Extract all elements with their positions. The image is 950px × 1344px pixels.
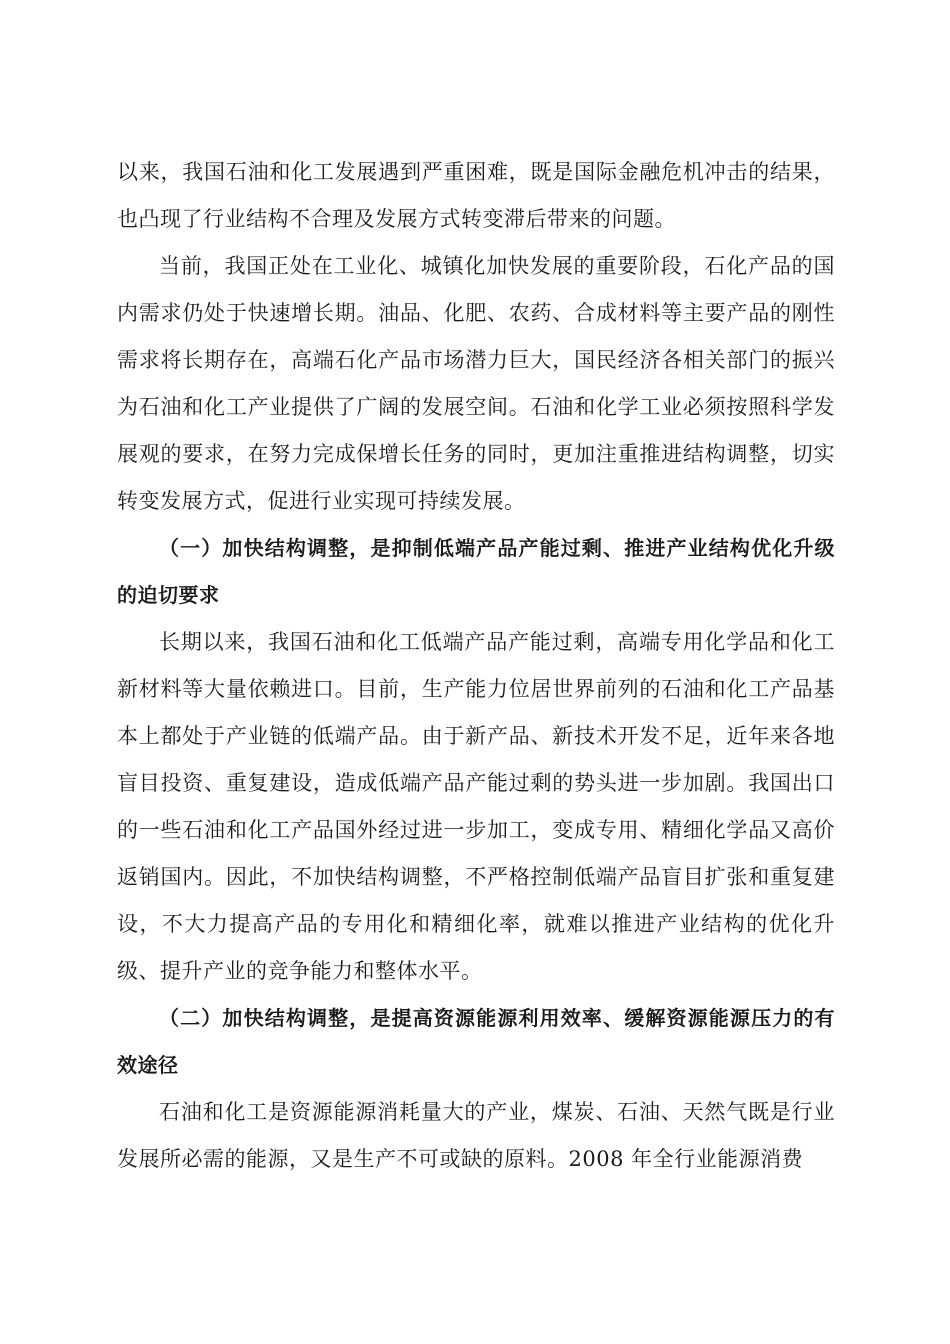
body-paragraph-continued: 以来，我国石油和化工发展遇到严重困难，既是国际金融危机冲击的结果，也凸现了行业结构不合理及发展方式转变滞后带来的问题。 — [117, 160, 835, 231]
document-body — [117, 149, 835, 1183]
section-heading: （一）加快结构调整，是抑制低端产品产能过剩、推进产业结构优化升级的迫切要求 — [117, 536, 835, 607]
section-heading: （二）加快结构调整，是提高资源能源利用效率、缓解资源能源压力的有效途径 — [117, 1006, 835, 1077]
body-paragraph: 长期以来，我国石油和化工低端产品产能过剩，高端专用化学品和化工新材料等大量依赖进口。目前，生产能力位居世界前列的石油和化工产品基本上都处于产业链的低端产品。由于新产品、新技术开发不足，近年来各地盲目投资、重复建设，造成低端产品产能过剩的势头进一步加剧。我国出口的一些石油和化工产品国外经过进一步加工，变成专用、精细化学品又高价返销国内。因此，不加快结构调整，不严格控制低端产品盲目扩张和重复建设，不大力提高产品的专用化和精细化率，就难以推进产业结构的优化升级、提升产业的竞争能力和整体水平。 — [117, 630, 835, 983]
body-paragraph: 当前，我国正处在工业化、城镇化加快发展的重要阶段，石化产品的国内需求仍处于快速增长期。油品、化肥、农药、合成材料等主要产品的刚性需求将长期存在，高端石化产品市场潜力巨大，国民经济各相关部门的振兴为石油和化工产业提供了广阔的发展空间。石油和化学工业必须按照科学发展观的要求，在努力完成保增长任务的同时，更加注重推进结构调整，切实转变发展方式，促进行业实现可持续发展。 — [117, 254, 835, 513]
body-paragraph: 石油和化工是资源能源消耗量大的产业，煤炭、石油、天然气既是行业发展所必需的能源，又是生产不可或缺的原料。2008 年全行业能源消费 — [117, 1100, 835, 1171]
